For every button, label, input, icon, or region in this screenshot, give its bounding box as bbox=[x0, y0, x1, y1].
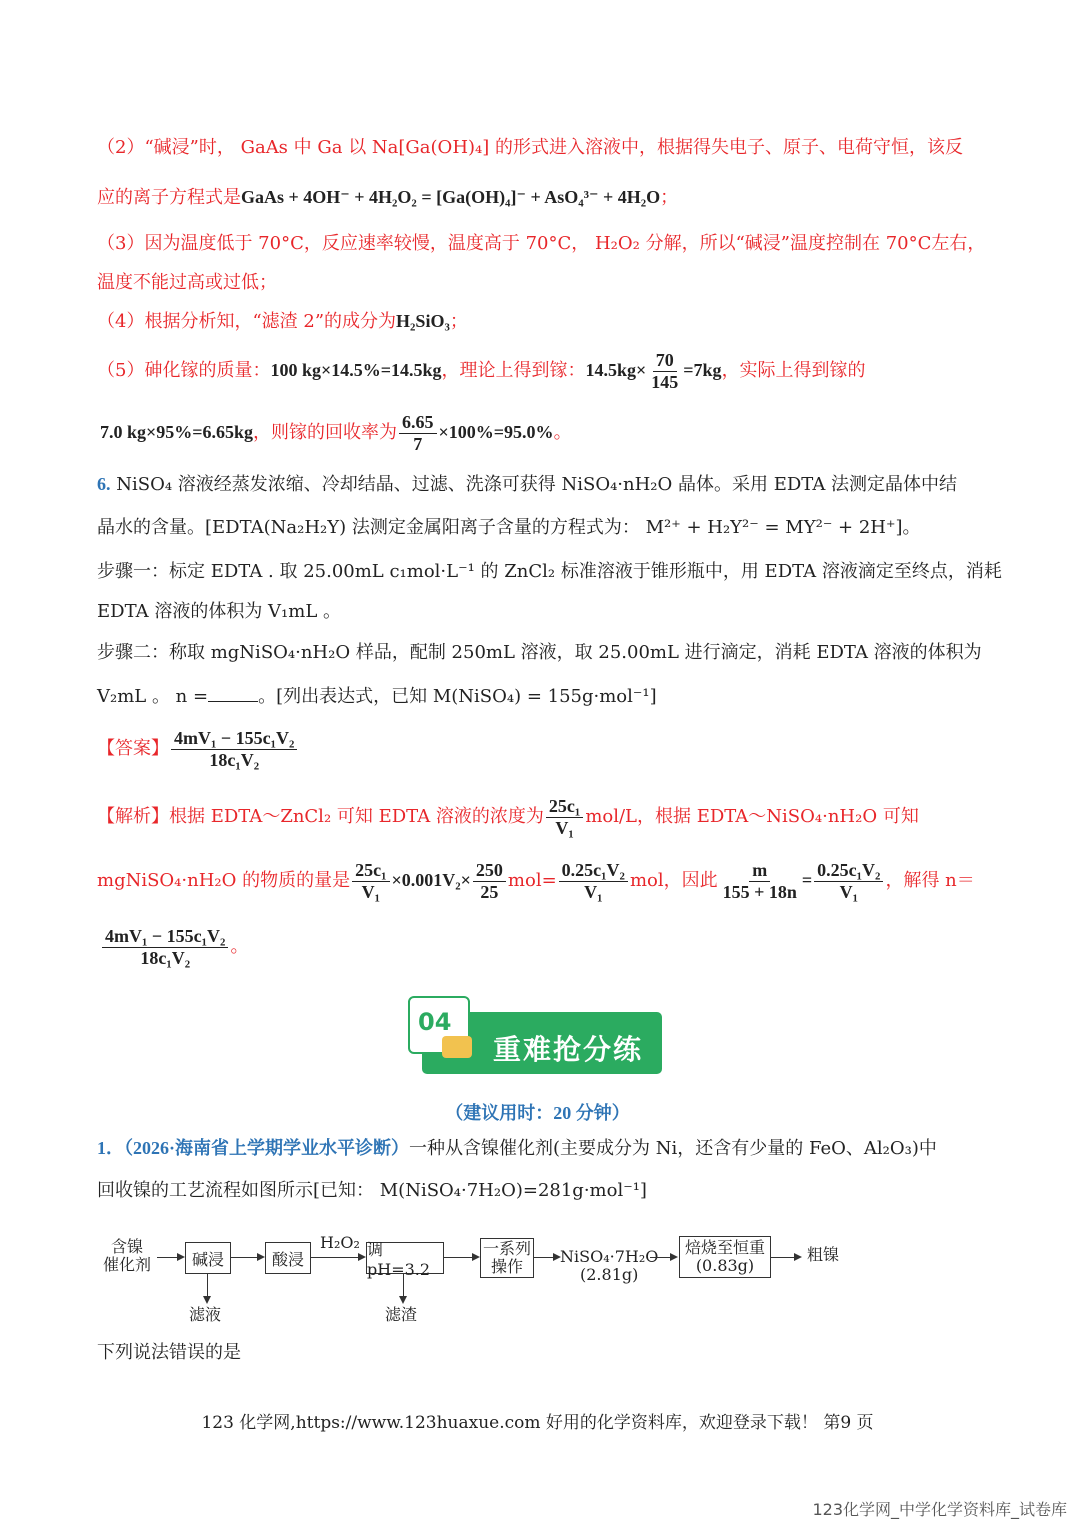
an3-end: 。 bbox=[230, 936, 249, 958]
section-time: （建议用时：20 分钟） bbox=[445, 1103, 630, 1123]
an2-eq: = bbox=[801, 870, 813, 891]
an2-frac4 bbox=[720, 860, 800, 902]
p5-fraction2-den: 7 bbox=[413, 433, 423, 454]
p5-fraction-den: 145 bbox=[651, 371, 679, 392]
flow-arrow-2 bbox=[230, 1257, 263, 1258]
an2a: mgNiSO₄·nH₂O 的物质的量是 bbox=[97, 870, 351, 892]
solution-p3-line2: 温度不能过高或过低； bbox=[97, 272, 277, 293]
q6-line6 bbox=[97, 685, 657, 708]
solution-p2-line1: （2）“碱浸”时， GaAs 中 Ga 以 Na[Ga(OH)₄] 的形式进入溶液中，根据得失电子、原子、电荷守恒，该反 bbox=[97, 137, 963, 158]
flow-waste-filtrate: 滤液 bbox=[189, 1305, 222, 1324]
p5-fraction2-num: 6.65 bbox=[399, 412, 437, 434]
an3-fraction bbox=[102, 926, 228, 968]
p5-value2b: =7kg bbox=[683, 360, 722, 381]
flow-arrow-3 bbox=[310, 1257, 364, 1258]
q1-line1 bbox=[97, 1138, 937, 1160]
an2-frac3 bbox=[559, 860, 628, 902]
q6-analysis-line1 bbox=[97, 796, 919, 838]
solution-p5-line2 bbox=[100, 412, 572, 454]
q6-line1 bbox=[97, 474, 957, 496]
q6-line2: 晶水的含量。[EDTA(Na₂H₂Y) 法测定金属阳离子含量的方程式为： M²⁺ + H₂Y²⁻ = MY²⁻ + 2H⁺]。 bbox=[97, 517, 921, 538]
flow-step-alkali bbox=[185, 1242, 231, 1274]
an2-f3n: 0.25c₁V₂ bbox=[559, 860, 628, 882]
p2-end: ； bbox=[660, 187, 679, 208]
an1b: mol/L，根据 EDTA～NiSO₄·nH₂O 可知 bbox=[585, 806, 919, 828]
flow-step-roast bbox=[679, 1236, 771, 1278]
flow-step-acid bbox=[265, 1242, 311, 1274]
an2-mid3: mol，因此 bbox=[629, 870, 718, 892]
answer-label: 【答案】 bbox=[97, 738, 169, 760]
an2-frac1 bbox=[352, 860, 389, 902]
an3-den: 18c₁V₂ bbox=[140, 947, 191, 968]
an2-f1n: 25c₁ bbox=[352, 860, 389, 882]
page-footer: 123 化学网,https://www.123huaxue.com 好用的化学资料库，欢迎登录下载！ 第9 页 bbox=[201, 1413, 874, 1433]
watermark: 123化学网_中学化学资料库_试卷库 bbox=[812, 1500, 1067, 1519]
answer-den: 18c₁V₂ bbox=[209, 749, 260, 770]
flow-arrow-5 bbox=[533, 1257, 559, 1258]
flow-waste-residue: 滤渣 bbox=[385, 1305, 418, 1324]
p4-end: ； bbox=[449, 311, 468, 332]
p5-text4: ，则镓的回收率为 bbox=[253, 422, 398, 444]
section-badge bbox=[408, 996, 664, 1080]
flow-step-series bbox=[480, 1238, 534, 1278]
answer-fraction bbox=[171, 728, 297, 770]
an1-fraction bbox=[546, 796, 583, 838]
flow-start: 含镍 催化剂 bbox=[102, 1237, 151, 1275]
an2-f1d: V₁ bbox=[361, 881, 380, 902]
flow-step3-label: 调pH=3.2 bbox=[367, 1240, 431, 1279]
flow-step4-label: 一系列 操作 bbox=[482, 1239, 531, 1276]
an2-frac5 bbox=[814, 860, 883, 902]
flow-step-ph bbox=[366, 1240, 444, 1279]
an1a: 根据 EDTA～ZnCl₂ 可知 EDTA 溶液的浓度为 bbox=[169, 806, 544, 828]
p5-end: 。 bbox=[553, 422, 572, 444]
q1-number: 1． bbox=[97, 1138, 124, 1158]
p5-value3: 7.0 kg×95%=6.65kg bbox=[100, 422, 254, 443]
q6-line5: 步骤二：称取 mgNiSO₄·nH₂O 样品，配制 250mL 溶液，取 25.00mL 进行滴定，消耗 EDTA 溶液的体积为 bbox=[97, 642, 982, 663]
flow-arrow-1 bbox=[157, 1257, 183, 1258]
q6-analysis-line3 bbox=[100, 926, 248, 968]
an2-mid2: mol= bbox=[507, 870, 557, 892]
flow-step2-label: 酸浸 bbox=[271, 1249, 304, 1269]
q6-l6a: V₂mL 。 n = bbox=[97, 686, 209, 707]
solution-p5-line1 bbox=[97, 350, 866, 392]
section-number: 04 bbox=[418, 1008, 452, 1036]
solution-p3-line1: （3）因为温度低于 70°C，反应速率较慢，温度高于 70°C， H₂O₂ 分解，所以“碱浸”温度控制在 70°C左右， bbox=[97, 233, 986, 254]
an2-f2n: 250 bbox=[473, 860, 506, 882]
q1-line2: 回收镍的工艺流程如图所示[已知： M(NiSO₄·7H₂O)=281g·mol⁻¹] bbox=[97, 1180, 647, 1201]
q1-l1: 一种从含镍催化剂(主要成分为 Ni，还含有少量的 FeO、Al₂O₃)中 bbox=[409, 1138, 937, 1159]
p4-formula: H₂SiO₃ bbox=[396, 311, 450, 331]
an2-end: ，解得 n＝ bbox=[885, 870, 975, 892]
flow-arrow-7 bbox=[770, 1257, 800, 1258]
q6-answer bbox=[97, 728, 299, 770]
flow-arrow-6 bbox=[650, 1257, 676, 1258]
p4-text: （4）根据分析知，“滤渣 2”的成分为 bbox=[97, 311, 397, 332]
section-title: 重难抢分练 bbox=[493, 1033, 644, 1066]
p5-value1: 100 kg×14.5%=14.5kg bbox=[270, 360, 442, 381]
process-flow-diagram bbox=[97, 1230, 857, 1330]
flow-product: NiSO₄·7H₂O (2.81g) bbox=[560, 1247, 659, 1285]
flow-down-arrow-1 bbox=[207, 1274, 208, 1302]
flow-step5-label: 焙烧至恒重 (0.83g) bbox=[684, 1238, 765, 1275]
p5-fraction2 bbox=[399, 412, 437, 454]
answer-num: 4mV₁ − 155c₁V₂ bbox=[171, 728, 297, 750]
an2-f3d: V₁ bbox=[584, 881, 603, 902]
an1-num: 25c₁ bbox=[546, 796, 583, 818]
flow-end: 粗镍 bbox=[807, 1245, 840, 1264]
solution-p4 bbox=[97, 311, 468, 333]
an2-frac2 bbox=[473, 860, 506, 902]
q1-source: （2026·海南省上学期学业水平诊断） bbox=[124, 1138, 410, 1158]
p5-text3: ，实际上得到镓的 bbox=[721, 360, 866, 382]
q6-analysis-line2 bbox=[97, 860, 975, 902]
p2-equation: GaAs + 4OH⁻ + 4H₂O₂ = [Ga(OH)₄]⁻ + AsO₄³⁻ + 4H₂O bbox=[241, 187, 661, 207]
an2-f2d: 25 bbox=[480, 881, 499, 902]
an1-den: V₁ bbox=[555, 817, 574, 838]
solution-p2-line2 bbox=[97, 187, 678, 209]
flow-down-arrow-2 bbox=[403, 1274, 404, 1302]
q6-line3: 步骤一：标定 EDTA . 取 25.00mL c₁mol·L⁻¹ 的 ZnCl₂ 标准溶液于锥形瓶中，用 EDTA 溶液滴定至终点，消耗 bbox=[97, 561, 1002, 582]
p5-text2: ，理论上得到镓： bbox=[441, 360, 586, 382]
answer-blank bbox=[208, 685, 258, 702]
badge-accent bbox=[442, 1036, 472, 1058]
p5-fraction bbox=[648, 350, 681, 392]
p2-text: 应的离子方程式是 bbox=[97, 187, 241, 208]
p5-fraction-num: 70 bbox=[653, 350, 677, 372]
an2-f4n: m bbox=[749, 860, 770, 882]
an2-f5n: 0.25c₁V₂ bbox=[814, 860, 883, 882]
an2-f5d: V₁ bbox=[839, 881, 859, 902]
q6-number: 6. bbox=[97, 474, 111, 494]
q6-l6b: 。[列出表达式，已知 M(NiSO₄) = 155g·mol⁻¹] bbox=[258, 686, 657, 707]
an3-num: 4mV₁ − 155c₁V₂ bbox=[102, 926, 228, 948]
flow-step1-label: 碱浸 bbox=[191, 1249, 224, 1269]
an2-mid1: ×0.001V₂× bbox=[391, 870, 471, 891]
q1-question: 下列说法错误的是 bbox=[97, 1342, 241, 1363]
analysis-label: 【解析】 bbox=[97, 806, 169, 828]
p5-text1: （5）砷化镓的质量： bbox=[97, 360, 271, 382]
p5-value2a: 14.5kg× bbox=[585, 360, 647, 381]
flow-arrow-4 bbox=[443, 1257, 478, 1258]
p5-value4: ×100%=95.0% bbox=[438, 422, 554, 443]
q6-line4: EDTA 溶液的体积为 V₁mL 。 bbox=[97, 601, 341, 622]
an2-f4d: 155 + 18n bbox=[722, 881, 797, 902]
q6-l1: NiSO₄ 溶液经蒸发浓缩、冷却结晶、过滤、洗涤可获得 NiSO₄·nH₂O 晶体。采用 EDTA 法测定晶体中结 bbox=[116, 474, 958, 495]
flow-h2o2: H₂O₂ bbox=[320, 1233, 360, 1252]
